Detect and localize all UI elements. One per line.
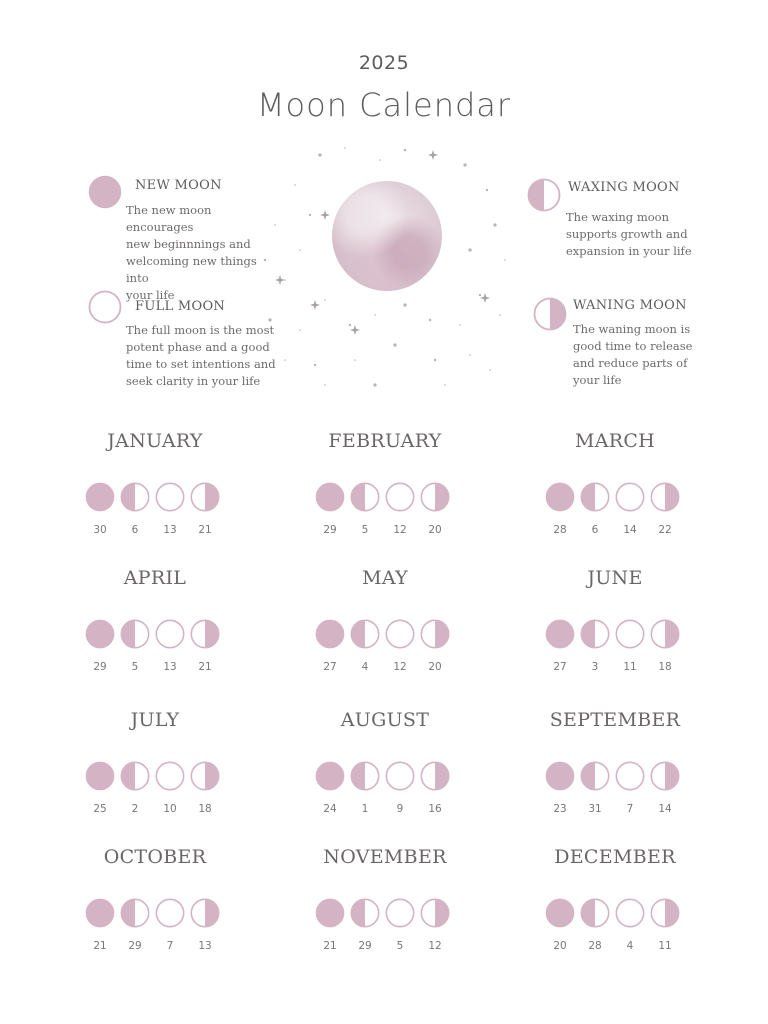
waning-moon-date: 18 — [198, 803, 212, 815]
waxing-moon-icon — [350, 761, 380, 791]
new-moon-icon — [315, 761, 345, 791]
full-moon-date: 4 — [626, 940, 634, 952]
month-name: OCTOBER — [103, 846, 207, 868]
waning-moon-date: 13 — [198, 940, 212, 952]
month-name: JULY — [130, 709, 180, 731]
waning-moon-date: 22 — [658, 524, 672, 536]
page-title: Moon Calendar — [256, 86, 512, 124]
waning-moon-icon — [533, 297, 567, 331]
new-moon-icon — [88, 175, 122, 209]
new-moon-icon — [545, 761, 575, 791]
full-moon-icon — [385, 482, 415, 512]
full-moon-date: 10 — [163, 803, 177, 815]
waning-moon-date: 12 — [428, 940, 442, 952]
month-name: SEPTEMBER — [549, 709, 681, 731]
full-moon-date: 5 — [396, 940, 404, 952]
waxing-moon-date: 6 — [131, 524, 139, 536]
waxing-moon-icon — [580, 898, 610, 928]
waning-moon-icon — [650, 619, 680, 649]
full-moon-icon — [615, 898, 645, 928]
waxing-moon-date: 3 — [591, 661, 599, 673]
full-moon-icon — [155, 482, 185, 512]
new-moon-date: 28 — [553, 524, 567, 536]
legend-waning-moon — [533, 297, 703, 397]
full-moon-date: 14 — [623, 524, 637, 536]
full-moon-date: 13 — [163, 524, 177, 536]
waning-moon-icon — [420, 898, 450, 928]
new-moon-date: 27 — [553, 661, 567, 673]
full-moon-date: 13 — [163, 661, 177, 673]
waning-moon-icon — [190, 761, 220, 791]
waning-moon-date: 16 — [428, 803, 442, 815]
waxing-moon-date: 2 — [131, 803, 139, 815]
new-moon-date: 29 — [93, 661, 107, 673]
new-moon-date: 29 — [323, 524, 337, 536]
new-moon-icon — [315, 619, 345, 649]
month-name: MAY — [362, 567, 408, 589]
waning-moon-icon — [190, 482, 220, 512]
waning-moon-date: 14 — [658, 803, 672, 815]
new-moon-date: 27 — [323, 661, 337, 673]
month-name: AUGUST — [340, 709, 430, 731]
full-moon-icon — [385, 619, 415, 649]
new-moon-icon — [545, 619, 575, 649]
waxing-moon-icon — [120, 482, 150, 512]
waxing-moon-date: 5 — [361, 524, 369, 536]
full-moon-icon — [385, 761, 415, 791]
waning-moon-icon — [420, 619, 450, 649]
waning-moon-icon — [190, 619, 220, 649]
legend-name: FULL MOON — [135, 299, 226, 314]
waning-moon-icon — [650, 482, 680, 512]
legend-description: The new moon encourages new beginnnings and welcoming new things into your life — [126, 203, 257, 302]
new-moon-date: 25 — [93, 803, 107, 815]
waxing-moon-icon — [580, 761, 610, 791]
waxing-moon-icon — [580, 619, 610, 649]
legend-name: WANING MOON — [573, 298, 687, 313]
new-moon-icon — [315, 482, 345, 512]
full-moon-icon — [385, 898, 415, 928]
full-moon-icon — [155, 761, 185, 791]
waning-moon-date: 20 — [428, 524, 442, 536]
waning-moon-date: 21 — [198, 661, 212, 673]
month-name: JANUARY — [107, 430, 203, 452]
new-moon-date: 21 — [93, 940, 107, 952]
waning-moon-date: 18 — [658, 661, 672, 673]
new-moon-icon — [85, 898, 115, 928]
new-moon-icon — [545, 482, 575, 512]
waxing-moon-icon — [120, 898, 150, 928]
full-moon-icon — [155, 619, 185, 649]
waxing-moon-date: 5 — [131, 661, 139, 673]
waning-moon-icon — [650, 898, 680, 928]
month-name: FEBRUARY — [328, 430, 442, 452]
legend-waxing-moon — [527, 178, 697, 268]
waxing-moon-icon — [350, 482, 380, 512]
waning-moon-icon — [650, 761, 680, 791]
legend-new-moon — [88, 175, 278, 302]
waxing-moon-date: 29 — [128, 940, 142, 952]
waxing-moon-icon — [120, 761, 150, 791]
waning-moon-date: 21 — [198, 524, 212, 536]
new-moon-date: 21 — [323, 940, 337, 952]
legend-name: WAXING MOON — [568, 180, 680, 195]
waxing-moon-icon — [527, 178, 561, 212]
new-moon-icon — [85, 761, 115, 791]
legend-description: The waning moon is good time to release and reduce parts of your life — [573, 322, 693, 387]
month-name: NOVEMBER — [323, 846, 447, 868]
waning-moon-date: 20 — [428, 661, 442, 673]
new-moon-icon — [85, 619, 115, 649]
month-name: DECEMBER — [554, 846, 676, 868]
full-moon-date: 7 — [626, 803, 634, 815]
waxing-moon-icon — [350, 619, 380, 649]
waxing-moon-date: 28 — [588, 940, 602, 952]
waxing-moon-date: 31 — [588, 803, 602, 815]
legend-full-moon — [88, 290, 278, 400]
full-moon-icon — [615, 619, 645, 649]
legend-description: The full moon is the most potent phase and a good time to set intentions and seek clarity in your life — [126, 323, 276, 388]
waxing-moon-date: 29 — [358, 940, 372, 952]
watercolor-moon-illustration — [332, 181, 442, 291]
waxing-moon-icon — [350, 898, 380, 928]
waxing-moon-date: 4 — [361, 661, 369, 673]
full-moon-date: 11 — [623, 661, 637, 673]
waxing-moon-icon — [120, 619, 150, 649]
legend-description: The waxing moon supports growth and expansion in your life — [566, 210, 692, 258]
waning-moon-icon — [190, 898, 220, 928]
new-moon-date: 30 — [93, 524, 107, 536]
new-moon-icon — [315, 898, 345, 928]
waning-moon-icon — [420, 482, 450, 512]
waning-moon-icon — [420, 761, 450, 791]
full-moon-date: 7 — [166, 940, 174, 952]
full-moon-icon — [615, 761, 645, 791]
waxing-moon-icon — [580, 482, 610, 512]
full-moon-date: 12 — [393, 524, 407, 536]
new-moon-icon — [545, 898, 575, 928]
month-name: APRIL — [123, 567, 187, 589]
new-moon-date: 23 — [553, 803, 567, 815]
waning-moon-date: 11 — [658, 940, 672, 952]
waxing-moon-date: 6 — [591, 524, 599, 536]
full-moon-icon — [88, 290, 122, 324]
full-moon-date: 9 — [396, 803, 404, 815]
new-moon-date: 20 — [553, 940, 567, 952]
full-moon-date: 12 — [393, 661, 407, 673]
year-heading: 2025 — [358, 52, 410, 74]
month-name: MARCH — [574, 430, 656, 452]
full-moon-icon — [615, 482, 645, 512]
waxing-moon-date: 1 — [361, 803, 369, 815]
new-moon-date: 24 — [323, 803, 337, 815]
new-moon-icon — [85, 482, 115, 512]
full-moon-icon — [155, 898, 185, 928]
month-name: JUNE — [587, 567, 643, 589]
legend-name: NEW MOON — [135, 178, 222, 193]
